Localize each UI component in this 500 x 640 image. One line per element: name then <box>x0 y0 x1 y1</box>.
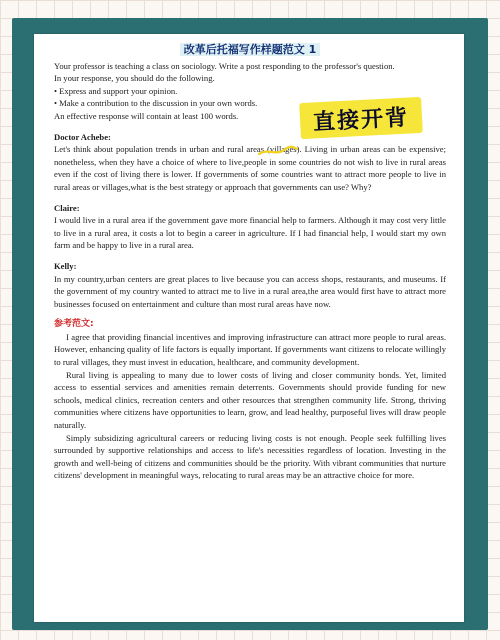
reference-label: 参考范文: <box>54 319 94 330</box>
student-text-kelly: In my country,urban centers are great places to live because you can access shops, restaurants, and museums. If the government of my country wanted to attract me to live in a rural area,the area would first have to attract more businesses focused on entertainment and culture than most rural areas have now. <box>54 273 446 309</box>
prompt-bullet-1: • Express and support your opinion. <box>54 85 178 96</box>
document-title <box>54 44 446 57</box>
reference-paragraph-2: Rural living is appealing to many due to lower costs of living and closer community bonds. Yet, limited access to essential services and amenities remain deterrents. Governments should provide funding for new schools, medical clinics, recreation centers and other resources that strengthen community life. Strong, thriving communities where citizens have opportunities to learn, grow, and lead healthy, purposeful lives will draw people naturally. <box>54 369 446 431</box>
prompt-line-1: Your professor is teaching a class on sociology. Write a post responding to the professor's question. <box>54 60 395 71</box>
highlight-squiggle <box>258 144 298 158</box>
reference-paragraph-1: I agree that providing financial incentives and improving infrastructure can attract more people to rural areas. However, enhancing quality of life factors is equally important. If governments want citizens to relocate willingly to rural villages, they must invest in education, healthcare, and community development. <box>54 331 446 368</box>
sticker-text: 直接开背 <box>312 105 410 135</box>
student-name-claire: Claire: <box>54 202 80 213</box>
professor-name: Doctor Achebe: <box>54 131 111 142</box>
reference-paragraph-3: Simply subsidizing agricultural careers or reducing living costs is not enough. People seek fulfilling lives surrounded by supportive relationships and access to life's necessities regardless of location. Investing in the growth and well-being of citizens and communities should be the priority. With vibrant communities that nurture citizens' development in meaningful ways, relocating to rural areas may be an attractive choice for more. <box>54 432 446 481</box>
sticker-label <box>299 97 423 139</box>
prompt-line-3: An effective response will contain at least 100 words. <box>54 110 239 121</box>
student-text-claire: I would live in a rural area if the government gave more financial help to farmers. Although it may cost very little to live in a rural area, it costs a lot to begin a career in agriculture. If I had financial help, I would start my own farm and be happy to live in a rural area. <box>54 215 446 251</box>
prompt-line-2: In your response, you should do the following. <box>54 73 215 84</box>
student-name-kelly: Kelly: <box>54 260 77 271</box>
prompt-bullet-2: • Make a contribution to the discussion in your own words. <box>54 98 258 109</box>
professor-text: Let's think about population trends in urban and rural areas (villages). Living in urban areas can be expensive; nonetheless, when they have a choice of where to live,people in some countries do not wish to live in rural areas even if the cost of living there is lower. If governments of some countries want to attract more people to live in rural areas or villages,what is the best strategy or approach that governments can use? Why? <box>54 144 446 192</box>
title-text: 改革后托福写作样题范文 1 <box>180 43 320 56</box>
